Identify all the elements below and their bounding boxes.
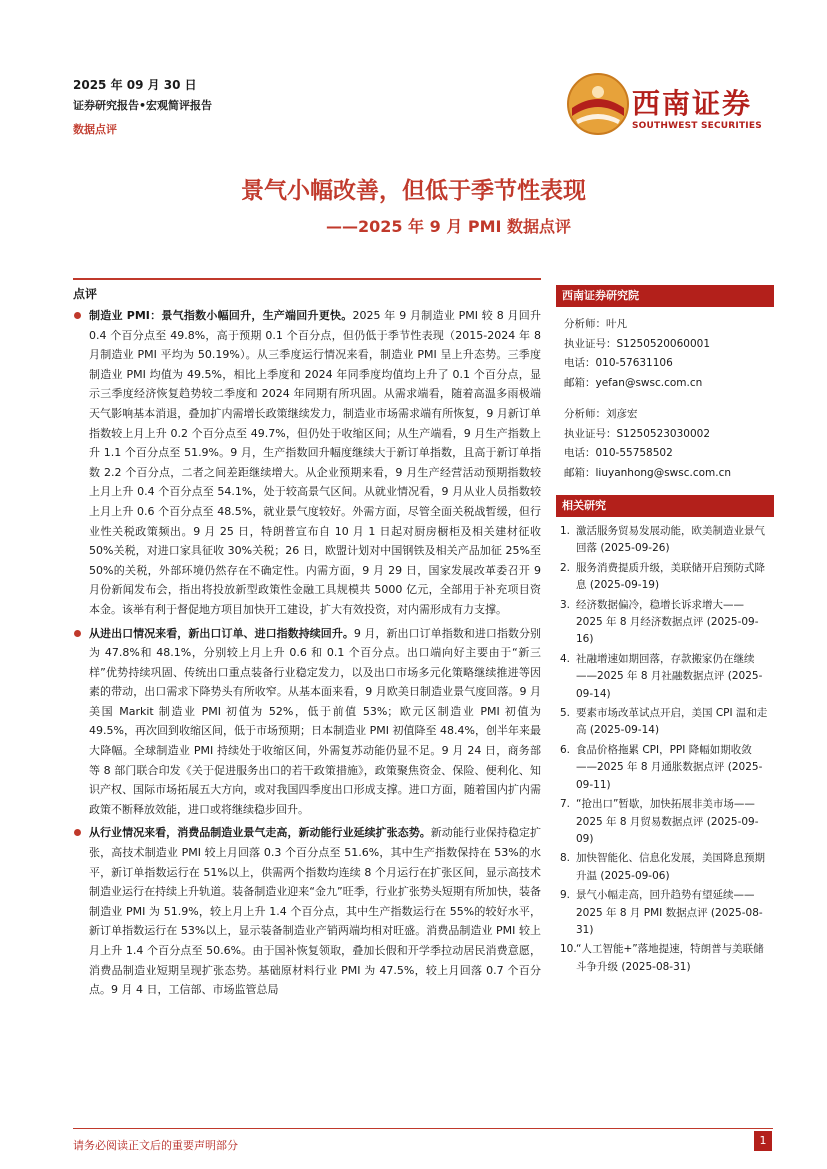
- paragraph-lead: 制造业 PMI：景气指数小幅回升，生产端回升更快。: [89, 309, 353, 322]
- item-date: (2025-08-31): [621, 960, 691, 973]
- item-title: “抢出口”暂歇，加快拓展非美市场——2025 年 8 月贸易数据点评: [576, 798, 755, 828]
- company-logo-icon: [566, 72, 630, 136]
- item-date: (2025-09-16): [576, 616, 759, 646]
- item-number: 1.: [560, 525, 571, 537]
- email-label: 邮箱：: [564, 466, 596, 479]
- logo-text-cn: 西南证券: [632, 87, 753, 120]
- bullet-icon: [74, 630, 81, 637]
- related-research-item[interactable]: [556, 523, 774, 558]
- item-title: 食品价格拖累 CPI，PPI 降幅如期收敛——2025 年 8 月通胀数据点评: [576, 743, 752, 774]
- item-title: 加快智能化、信息化发展，美国降息预期升温: [576, 852, 765, 882]
- item-title: 景气小幅走高，回升趋势有望延续——2025 年 8 月 PMI 数据点评: [576, 889, 755, 919]
- analyst-email-row: [556, 374, 774, 394]
- item-number: 2.: [560, 561, 571, 574]
- item-number: 10.: [560, 943, 577, 956]
- related-research-item[interactable]: [556, 850, 774, 885]
- analyst-license: 执业证号：S1250520060001: [564, 337, 711, 350]
- related-research-item[interactable]: [556, 941, 774, 976]
- related-research-item[interactable]: [556, 560, 774, 595]
- paragraph-trade: [73, 624, 541, 820]
- analyst-license: 执业证号：S1250523030002: [564, 427, 711, 440]
- report-title: 景气小幅改善，但低于季节性表现: [241, 177, 586, 204]
- page-number: 1: [754, 1131, 772, 1151]
- footer-divider: [73, 1128, 773, 1129]
- section-heading: 点评: [73, 287, 98, 301]
- institute-header: 西南证券研究院: [556, 285, 774, 307]
- main-content: [73, 306, 541, 1004]
- footer-notice: 请务必阅读正文后的重要声明部分: [73, 1139, 238, 1152]
- item-title: 社融增速如期回落，存款搬家仍在继续——2025 年 8 月社融数据点评: [576, 652, 755, 683]
- analyst-name: 分析师：叶凡: [564, 318, 627, 330]
- related-research-item[interactable]: [556, 887, 774, 939]
- item-date: (2025-09-09): [576, 815, 759, 845]
- item-date: (2025-09-11): [576, 761, 763, 791]
- item-date: (2025-09-06): [600, 869, 670, 882]
- item-number: 6.: [560, 743, 571, 756]
- section-divider: [73, 278, 541, 280]
- email-label: 邮箱：: [564, 376, 596, 389]
- item-number: 9.: [560, 889, 571, 902]
- analyst-email-link[interactable]: liuyanhong@swsc.com.cn: [595, 466, 732, 479]
- logo-text-en: SOUTHWEST SECURITIES: [632, 121, 762, 131]
- item-date: (2025-08-31): [576, 906, 763, 936]
- analyst-name: 分析师：刘彦宏: [564, 408, 638, 420]
- related-research-header: 相关研究: [556, 495, 774, 517]
- item-number: 3.: [560, 598, 571, 611]
- report-subtitle: ——2025 年 9 月 PMI 数据点评: [325, 217, 572, 236]
- item-title: “人工智能+”落地提速，特朗普与美联储斗争升级: [576, 943, 764, 973]
- item-title: 要素市场改革试点开启，美国 CPI 温和走高: [576, 707, 768, 737]
- related-research-item[interactable]: [556, 796, 774, 848]
- item-title: 激活服务贸易发展动能，欧美制造业景气回落: [576, 525, 765, 555]
- analyst-phone: 电话：010-57631106: [564, 357, 673, 369]
- item-date: (2025-09-14): [589, 724, 660, 737]
- report-type: 证券研究报告•宏观简评报告: [73, 99, 213, 112]
- item-number: 4.: [560, 652, 571, 665]
- related-research-item[interactable]: [556, 597, 774, 649]
- paragraph-lead: 从行业情况来看，消费品制造业景气走高，新动能行业延续扩张态势。: [89, 826, 431, 840]
- item-number: 5.: [560, 707, 571, 720]
- paragraph-text: 2025 年 9 月制造业 PMI 较 8 月回升 0.4 个百分点至 49.8%，高于预期 0.1 个百分点，但仍低于季节性表现（2015-2024 年 8 月制造业 PMI 平均为 50.19%）。从三季度运行情况来看，制造业 PMI 呈上升态势。三季度制造业 PMI 均值为 49.5%，相比上季度和 2024 年同季度均值均上升了 0.1 个百分点，显示三季度经济恢复趋势较二季度和 2024 年同期有所巩固。从需求端看，随着高温多雨极端天气影响基本消退，叠加扩内需增长政策继续发力，制造业市场需求端有所恢复，9 月新订单指数较上月上升 0.2 个百分点至 49.7%，但仍处于收缩区间；从生产端看，9 月生产指数上升 1.1 个百分点至 51.9%。9 月，生产指数回升幅度继续大于新订单指数，且高于新订单指数 2.2 个百分点，二者之间差距继续增大。从企业预期来看，9 月生产经营活动预期指数较上月上升 0.4 个百分点至 54.1%，处于较高景气区间。从就业情况看，9 月从业人员指数较上月上升 0.6 个百分点至 48.5%，就业景气度较好。外需方面，尽管全面关税战暂缓，但行业性关税政策频出。9 月 25 日，特朗普宣布自 10 月 1 日起对厨房橱柜及相关建材征收 50%关税，对进口家具征收 30%关税；26 日，欧盟计划对中国钢铁及相关产品加征 25%至 50%的关税，外部环境仍然存在不确定性。内需方面，9 月 29 日，国家发展改革委召开 9 月份新闻发布会，指出将投放新型政策性金融工具规模共 5000 亿元，全部用于补充项目资本金。该举有利于督促地方项目加快开工建设，扩大有效投资，对内需形成有力支撑。: [89, 309, 541, 616]
- sidebar: [556, 285, 774, 978]
- paragraph-text: 新动能行业保持稳定扩张，高技术制造业 PMI 较上月回落 0.3 个百分点至 51.6%，其中生产指数保持在 53%的水平，新订单指数运行在 51%以上，供需两个指数均连续 8 个月运行在扩张区间，显示高技术制造业运行在持续上升轨道。装备制造业迎来“金九”旺季，行业扩张势头短期有所加快，装备制造业 PMI 为 51.9%，较上月上升 1.4 个百分点，其中生产指数运行在 55%的较好水平，新订单指数运行在 53%以上，显示装备制造业产销两端均相对旺盛。消费品制造业 PMI 较上月上升 1.4 个百分点至 50.6%。由于国补恢复领取，叠加长假和开学季拉动居民消费意愿，消费品制造业短期呈现扩张态势。基础原材料行业 PMI 为 47.5%，较上月回落 0.7 个百分点。9 月 4 日，工信部、市场监管总局: [89, 826, 542, 997]
- item-date: (2025-09-14): [576, 670, 763, 700]
- item-date: (2025-09-19): [589, 579, 660, 592]
- related-research-item[interactable]: [556, 651, 774, 703]
- bullet-icon: [74, 829, 81, 836]
- item-number: 8.: [560, 852, 571, 865]
- paragraph-manufacturing: [73, 306, 541, 620]
- item-title: 服务消费提质升级，美联储开启预防式降息: [576, 561, 765, 592]
- item-number: 7.: [560, 798, 571, 811]
- analyst-phone: 电话：010-55758502: [564, 447, 673, 459]
- paragraph-lead: 从进出口情况来看，新出口订单、进口指数持续回升。: [89, 626, 354, 640]
- report-date: 2025 年 09 月 30 日: [73, 78, 197, 92]
- report-category: 数据点评: [73, 123, 117, 136]
- related-research-item[interactable]: [556, 742, 774, 794]
- bullet-icon: [74, 312, 81, 319]
- paragraph-text: 9 月，新出口订单指数和进口指数分别为 47.8%和 48.1%，分别较上月上升 0.6 和 0.1 个百分点。出口端向好主要由于“新三样”优势持续巩固、传统出口重点装备行业稳定发力，以及出口市场多元化策略继续推进等因素的带动，出口需求下降势头有所收窄。从基本面来看，9 月欧美日制造业景气度回落。9 月美国 Markit 制造业 PMI 初值为 52%，低于前值 53%；欧元区制造业 PMI 初值为 49.5%，再次回到收缩区间，低于市场预期；日本制造业 PMI 初值降至 48.4%，创半年来最大降幅。全球制造业 PMI 持续处于收缩区间，外需复苏动能仍显不足。9 月 24 日，商务部等 8 部门联合印发《关于促进服务出口的若干政策措施》，政策聚焦资金、保险、便利化、知识产权、国际市场拓展五大方向，或对我国四季度出口形成支撑。进口方面，随着国内扩内需政策不断释放效能，进口或将继续稳步回升。: [89, 626, 542, 816]
- item-title: 经济数据偏冷，稳增长诉求增大——2025 年 8 月经济数据点评: [576, 598, 744, 629]
- analyst-email-row: [556, 464, 774, 484]
- related-research-item[interactable]: [556, 705, 774, 740]
- analyst-email-link[interactable]: yefan@swsc.com.cn: [595, 376, 703, 389]
- paragraph-industry: [73, 823, 541, 999]
- item-date: (2025-09-26): [600, 542, 670, 555]
- related-research-list: [556, 523, 774, 976]
